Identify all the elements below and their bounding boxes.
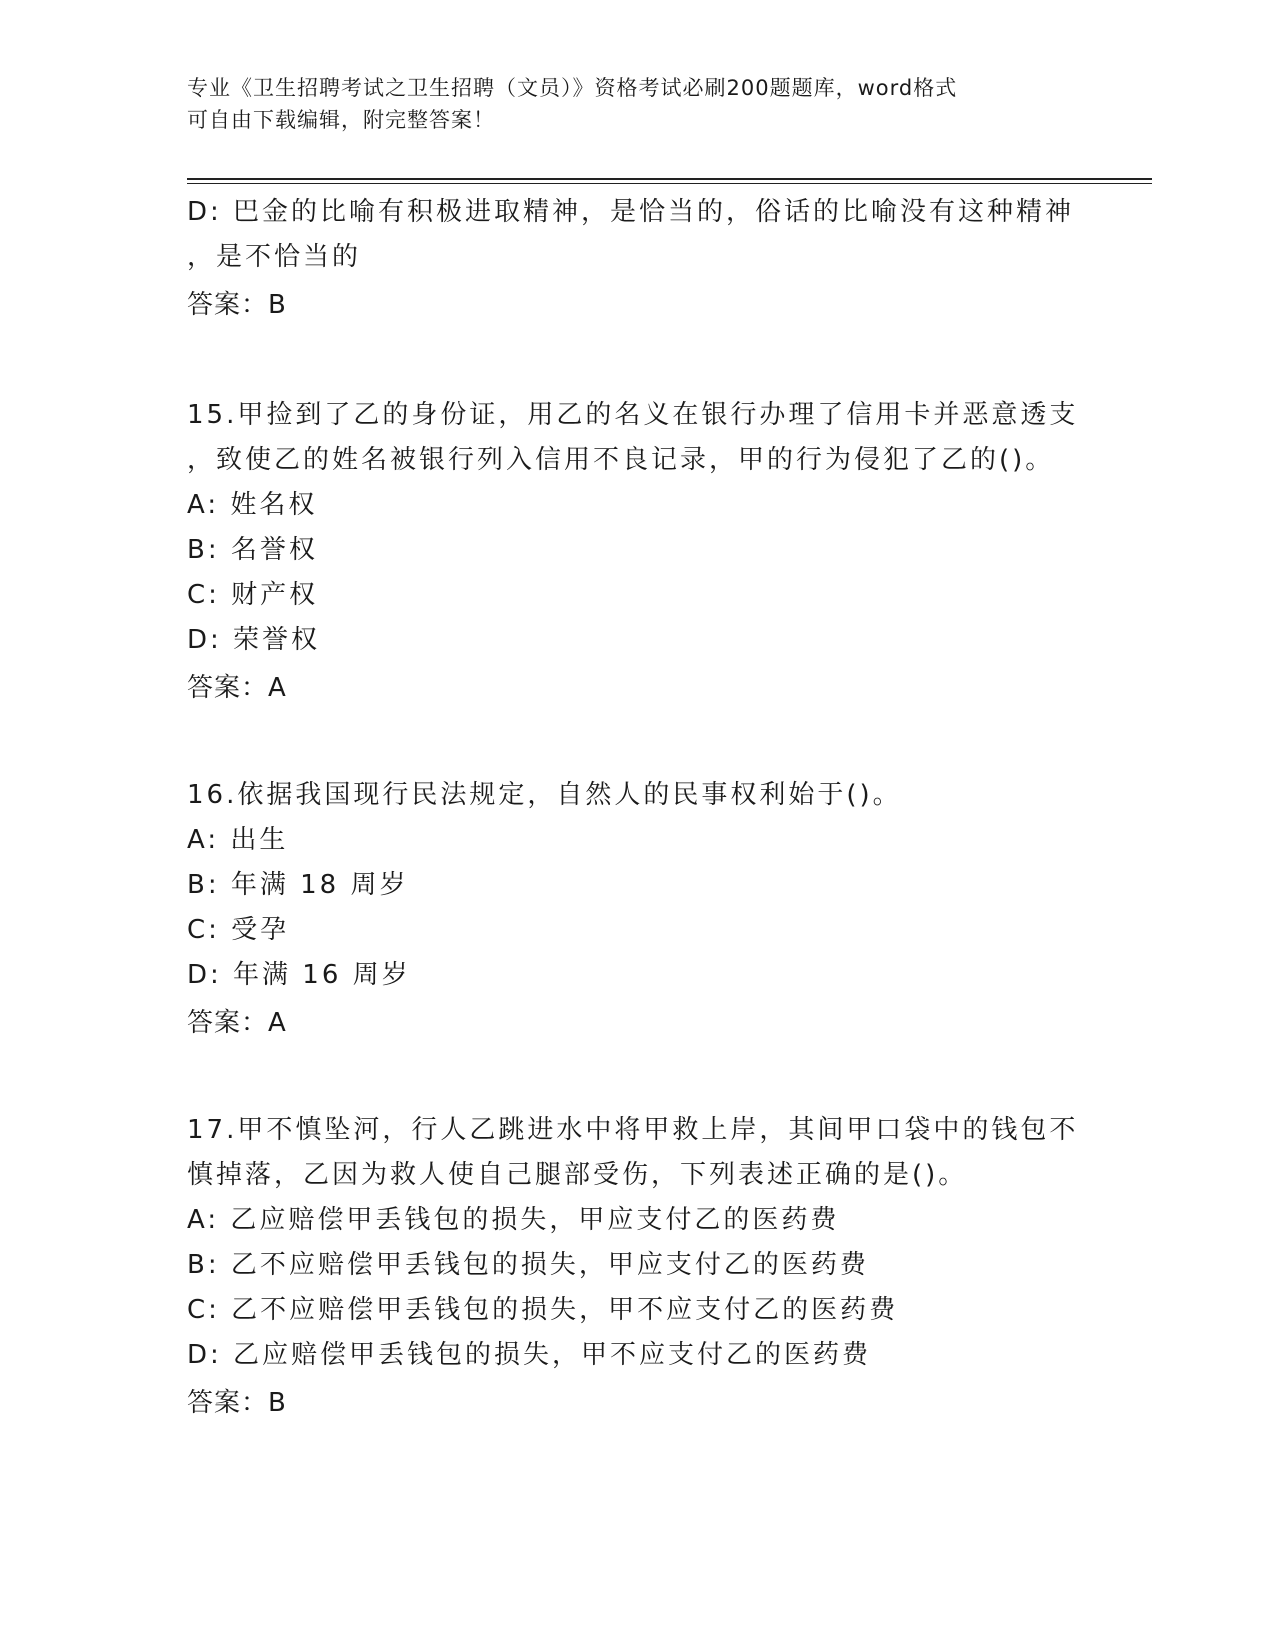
option-d: D: 年满 16 周岁 bbox=[187, 960, 411, 990]
question-stem-continued: ，致使乙的姓名被银行列入信用不良记录，甲的行为侵犯了乙的()。 bbox=[187, 445, 1055, 475]
header-title-line2: 可自由下载编辑，附完整答案！ bbox=[187, 108, 495, 132]
spacer bbox=[187, 330, 1087, 393]
option-c: C: 受孕 bbox=[187, 915, 290, 945]
answer: 答案：B bbox=[187, 290, 287, 320]
page-header bbox=[187, 72, 1067, 136]
header-divider-thin bbox=[187, 183, 1152, 184]
header-divider-thick bbox=[187, 178, 1152, 180]
option-d: D: 巴金的比喻有积极进取精神，是恰当的，俗话的比喻没有这种精神 bbox=[187, 197, 1075, 227]
answer: 答案：B bbox=[187, 1388, 287, 1418]
question-14-tail bbox=[187, 190, 1087, 330]
question-stem: 17.甲不慎坠河，行人乙跳进水中将甲救上岸，其间甲口袋中的钱包不 bbox=[187, 1115, 1079, 1145]
option-d: D: 乙应赔偿甲丢钱包的损失，甲不应支付乙的医药费 bbox=[187, 1340, 872, 1370]
question-15 bbox=[187, 393, 1087, 713]
option-c: C: 乙不应赔偿甲丢钱包的损失，甲不应支付乙的医药费 bbox=[187, 1295, 899, 1325]
answer: 答案：A bbox=[187, 673, 287, 703]
spacer bbox=[187, 713, 1087, 773]
answer: 答案：A bbox=[187, 1008, 287, 1038]
question-stem-continued: 慎掉落，乙因为救人使自己腿部受伤，下列表述正确的是()。 bbox=[187, 1160, 968, 1190]
option-b: B: 乙不应赔偿甲丢钱包的损失，甲应支付乙的医药费 bbox=[187, 1250, 869, 1280]
option-a: A: 乙应赔偿甲丢钱包的损失，甲应支付乙的医药费 bbox=[187, 1205, 840, 1235]
option-b: B: 年满 18 周岁 bbox=[187, 870, 409, 900]
option-d-continued: ，是不恰当的 bbox=[187, 242, 362, 272]
option-a: A: 出生 bbox=[187, 825, 289, 855]
option-d: D: 荣誉权 bbox=[187, 625, 321, 655]
option-a: A: 姓名权 bbox=[187, 490, 318, 520]
question-list bbox=[187, 190, 1087, 1428]
question-17 bbox=[187, 1108, 1087, 1428]
header-title-line1: 专业《卫生招聘考试之卫生招聘（文员）》资格考试必刷200题题库，word格式 bbox=[187, 76, 958, 100]
question-stem: 15.甲捡到了乙的身份证，用乙的名义在银行办理了信用卡并恶意透支 bbox=[187, 400, 1079, 430]
question-stem: 16.依据我国现行民法规定，自然人的民事权利始于()。 bbox=[187, 780, 902, 810]
option-b: B: 名誉权 bbox=[187, 535, 318, 565]
option-c: C: 财产权 bbox=[187, 580, 319, 610]
question-16 bbox=[187, 773, 1087, 1048]
spacer bbox=[187, 1048, 1087, 1108]
